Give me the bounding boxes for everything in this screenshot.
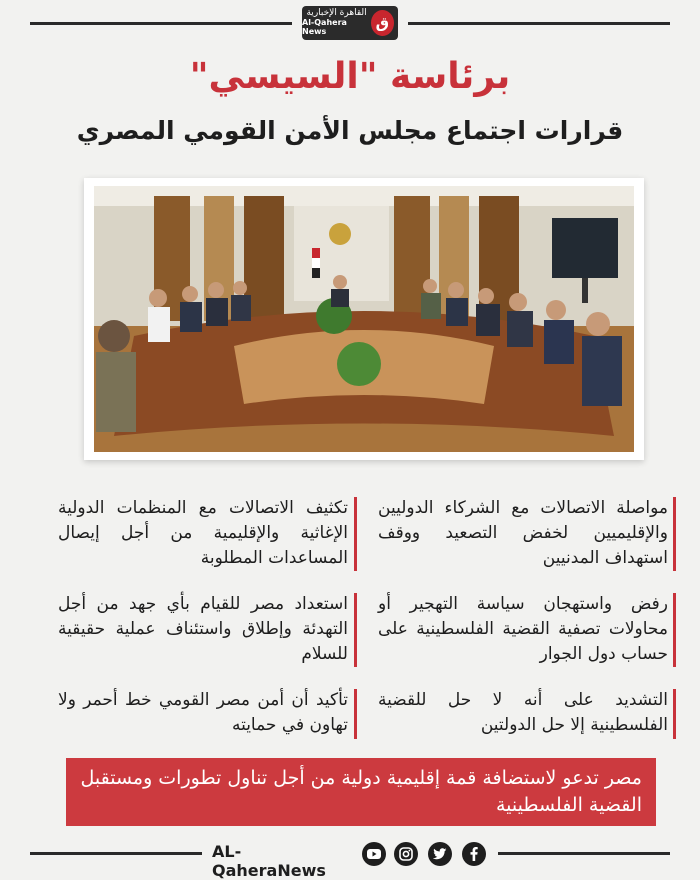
accent-bar-right-1 bbox=[673, 497, 676, 571]
footer-brand-name: AL-QaheraNews bbox=[212, 842, 326, 880]
instagram-icon[interactable] bbox=[394, 842, 418, 866]
meeting-photo bbox=[94, 186, 634, 452]
meeting-photo-frame bbox=[84, 178, 644, 460]
subheadline: قرارات اجتماع مجلس الأمن القومي المصري bbox=[76, 116, 624, 145]
accent-bar-left-2 bbox=[354, 593, 357, 667]
logo-mark-icon: ق bbox=[371, 10, 394, 36]
summit-banner: مصر تدعو لاستضافة قمة إقليمية دولية من أجل تناول تطورات ومستقبل القضية الفلسطينية bbox=[66, 758, 656, 826]
accent-bar-left-3 bbox=[354, 689, 357, 739]
footer-rule-left bbox=[30, 852, 202, 855]
decision-right-3: التشديد على أنه لا حل للقضية الفلسطينية إلا حل الدولتين bbox=[378, 690, 668, 735]
youtube-icon[interactable] bbox=[362, 842, 386, 866]
logo-arabic-text: القاهرة الإخبارية bbox=[306, 8, 367, 19]
headline: برئاسة "السيسي" bbox=[189, 56, 511, 97]
footer-rule-right bbox=[498, 852, 670, 855]
decision-left-1: تكثيف الاتصالات مع المنظمات الدولية الإغاثية والإقليمية من أجل إيصال المساعدات المطلوبة bbox=[58, 498, 348, 568]
channel-logo bbox=[302, 6, 398, 40]
facebook-icon[interactable] bbox=[462, 842, 486, 866]
twitter-icon[interactable] bbox=[428, 842, 452, 866]
decision-left-3: تأكيد أن أمن مصر القومي خط أحمر ولا تهاون في حمايته bbox=[58, 690, 348, 735]
decision-right-1: مواصلة الاتصالات مع الشركاء الدوليين والإقليميين لخفض التصعيد ووقف استهداف المدنيين bbox=[378, 498, 668, 568]
header-rule-left bbox=[30, 22, 292, 25]
accent-bar-right-2 bbox=[673, 593, 676, 667]
decision-left-2: استعداد مصر للقيام بأي جهد من أجل التهدئة وإطلاق واستئناف عملية حقيقية للسلام bbox=[58, 594, 348, 664]
decision-right-2: رفض واستهجان سياسة التهجير أو محاولات تصفية القضية الفلسطينية على حساب دول الجوار bbox=[378, 594, 668, 664]
logo-english-text: Al-Qahera News bbox=[302, 18, 347, 36]
accent-bar-right-3 bbox=[673, 689, 676, 739]
accent-bar-left-1 bbox=[354, 497, 357, 571]
header-rule-right bbox=[408, 22, 670, 25]
meeting-room-illustration bbox=[94, 186, 634, 452]
